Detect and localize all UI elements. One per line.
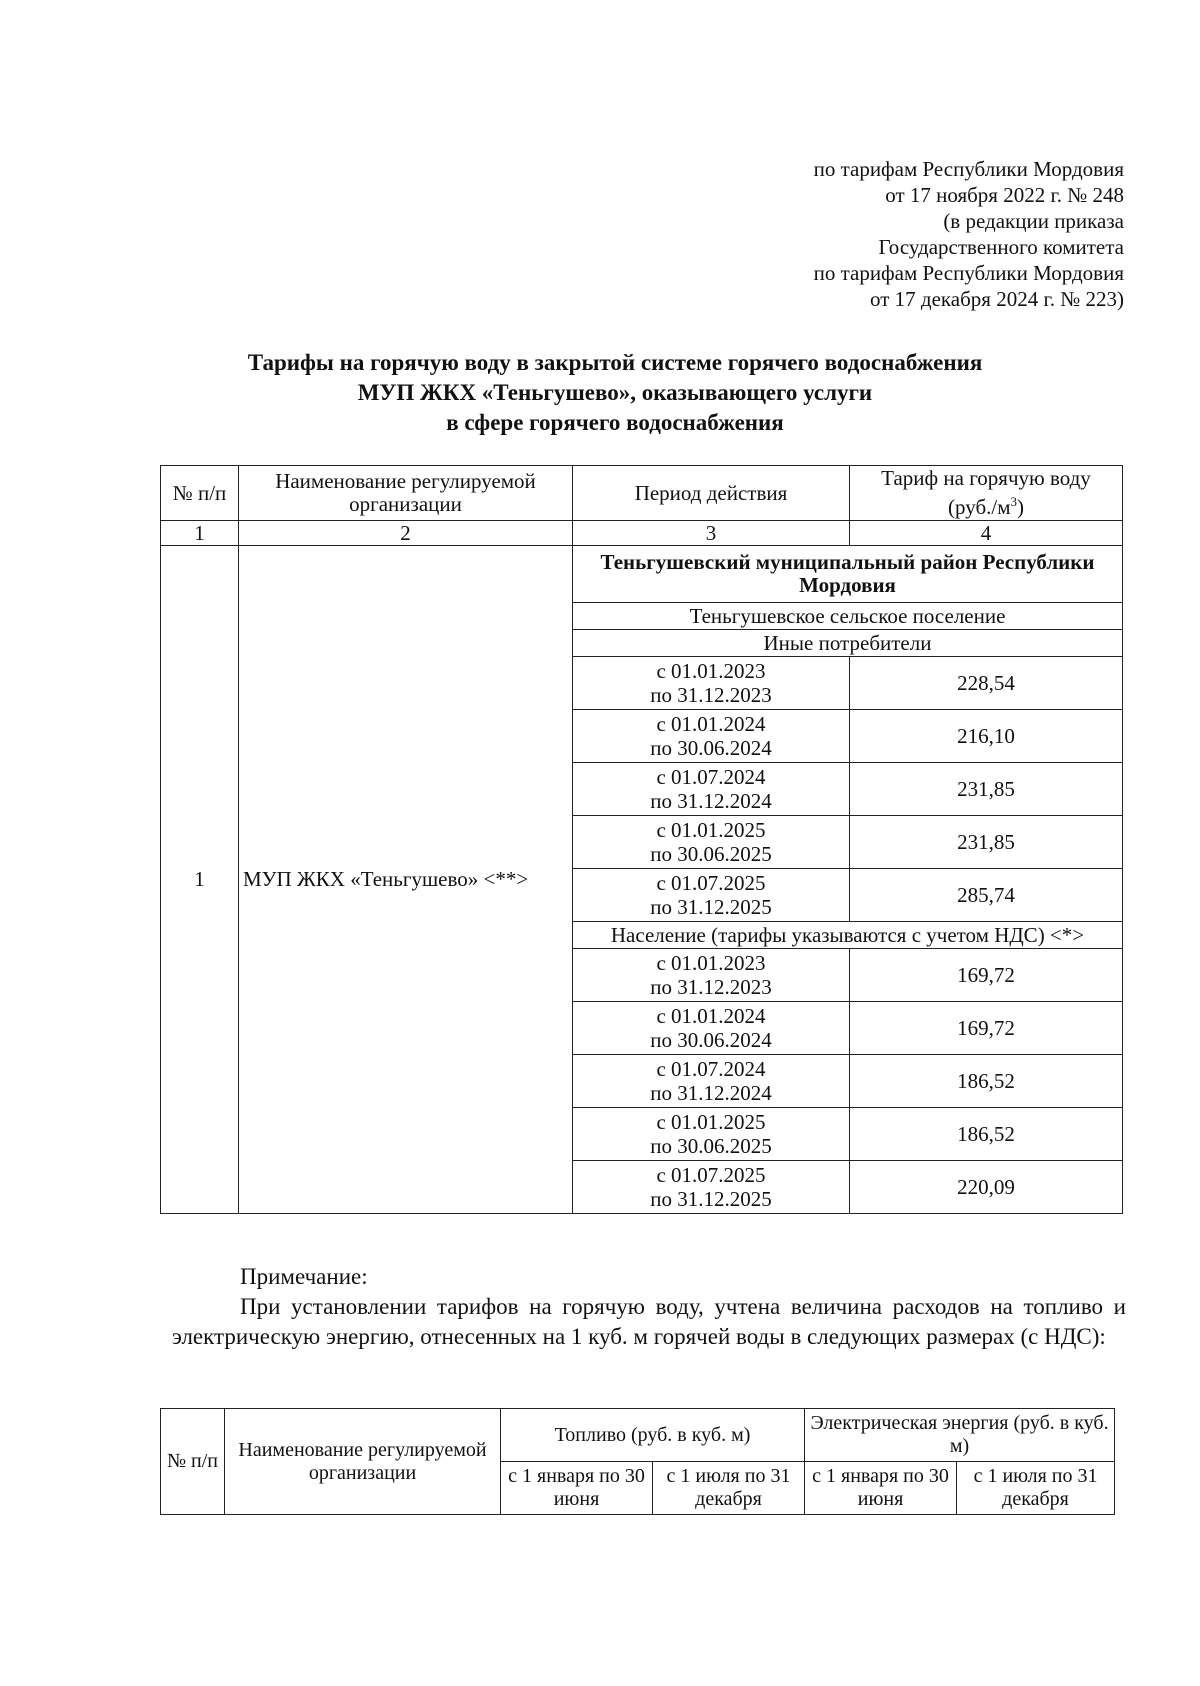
period-to: по 30.06.2024 [650, 736, 772, 760]
tariff-value: 169,72 [850, 1002, 1123, 1055]
region-row [161, 546, 1123, 603]
tariff-table [160, 465, 1123, 1214]
period-to: по 30.06.2024 [650, 1028, 772, 1052]
period-to: по 31.12.2025 [650, 1187, 772, 1211]
electricity-period-2: с 1 июля по 31 декабря [957, 1462, 1115, 1515]
title-line: МУП ЖКХ «Теньгушево», оказывающего услуги [357, 380, 873, 405]
header-line: Государственного комитета [878, 235, 1124, 259]
period-cell [573, 1002, 850, 1055]
period-from: с 01.07.2024 [656, 1057, 766, 1081]
period-cell [573, 710, 850, 763]
cost-table [160, 1408, 1115, 1515]
period-cell [573, 657, 850, 710]
header-line: по тарифам Республики Мордовия [813, 261, 1124, 285]
organization-name: МУП ЖКХ «Теньгушево» <**> [239, 546, 573, 1214]
consumer-group-label: Население (тарифы указываются с учетом НДС) <*> [573, 922, 1123, 949]
header-org: Наименование регулируемой организации [239, 466, 573, 521]
period-from: с 01.01.2023 [656, 659, 766, 683]
period-to: по 31.12.2023 [650, 975, 772, 999]
period-from: с 01.01.2024 [656, 1004, 766, 1028]
period-from: с 01.01.2025 [656, 818, 766, 842]
header-line: по тарифам Республики Мордовия [813, 157, 1124, 181]
tariff-value: 228,54 [850, 657, 1123, 710]
period-to: по 30.06.2025 [650, 842, 772, 866]
period-to: по 31.12.2024 [650, 1081, 772, 1105]
cost-header-org: Наименование регулируемой организации [225, 1409, 501, 1515]
period-cell [573, 1055, 850, 1108]
fuel-period-1: с 1 января по 30 июня [501, 1462, 653, 1515]
tariff-value: 216,10 [850, 710, 1123, 763]
notes-block [172, 1262, 1126, 1352]
cost-header-num: № п/п [161, 1409, 225, 1515]
col-number: 3 [573, 521, 850, 546]
column-number-row [161, 521, 1123, 546]
period-cell [573, 1161, 850, 1214]
cost-header-row [161, 1409, 1115, 1462]
header-tariff: Тариф на горячую воду $(руб./м^3)$ [850, 466, 1123, 521]
header-line: (в редакции приказа [943, 209, 1124, 233]
header-block [814, 156, 1124, 312]
fuel-period-2: с 1 июля по 31 декабря [653, 1462, 805, 1515]
header-period: Период действия [573, 466, 850, 521]
header-num: № п/п [161, 466, 239, 521]
tariff-value: 186,52 [850, 1108, 1123, 1161]
cost-header-electricity: Электрическая энергия (руб. в куб. м) [805, 1409, 1115, 1462]
period-from: с 01.01.2023 [656, 951, 766, 975]
page-title [150, 348, 1080, 438]
period-cell [573, 816, 850, 869]
consumer-group-label: Иные потребители [573, 630, 1123, 657]
tariff-value: 285,74 [850, 869, 1123, 922]
region-name: Теньгушевский муниципальный район Республики Мордовия [573, 546, 1123, 603]
settlement-name: Теньгушевское сельское поселение [573, 603, 1123, 630]
col-number: 2 [239, 521, 573, 546]
tariff-value: 169,72 [850, 949, 1123, 1002]
period-to: по 31.12.2023 [650, 683, 772, 707]
tariff-value: 186,52 [850, 1055, 1123, 1108]
period-to: по 31.12.2025 [650, 895, 772, 919]
electricity-period-1: с 1 января по 30 июня [805, 1462, 957, 1515]
period-from: с 01.07.2025 [656, 1163, 766, 1187]
cost-header-fuel: Топливо (руб. в куб. м) [501, 1409, 805, 1462]
header-line: от 17 декабря 2024 г. № 223) [870, 287, 1124, 311]
tariff-value: 231,85 [850, 816, 1123, 869]
title-line: Тарифы на горячую воду в закрытой системе горячего водоснабжения [247, 350, 983, 375]
header-line: от 17 ноября 2022 г. № 248 [885, 183, 1124, 207]
tariff-value: 231,85 [850, 763, 1123, 816]
col-number: 4 [850, 521, 1123, 546]
notes-text: При установлении тарифов на горячую воду, учтена величина расходов на топливо и электрическую энергию, отнесенных на 1 куб. м горячей воды в следующих размерах (с НДС): [172, 1294, 1126, 1349]
period-from: с 01.01.2025 [656, 1110, 766, 1134]
tariff-value: 220,09 [850, 1161, 1123, 1214]
period-from: с 01.01.2024 [656, 712, 766, 736]
period-cell [573, 869, 850, 922]
notes-label: Примечание: [240, 1264, 368, 1289]
period-cell [573, 763, 850, 816]
period-from: с 01.07.2024 [656, 765, 766, 789]
period-to: по 30.06.2025 [650, 1134, 772, 1158]
table-header-row [161, 466, 1123, 521]
row-number: 1 [161, 546, 239, 1214]
period-cell [573, 1108, 850, 1161]
period-from: с 01.07.2025 [656, 871, 766, 895]
title-line: в сфере горячего водоснабжения [446, 410, 784, 435]
period-to: по 31.12.2024 [650, 789, 772, 813]
period-cell [573, 949, 850, 1002]
col-number: 1 [161, 521, 239, 546]
